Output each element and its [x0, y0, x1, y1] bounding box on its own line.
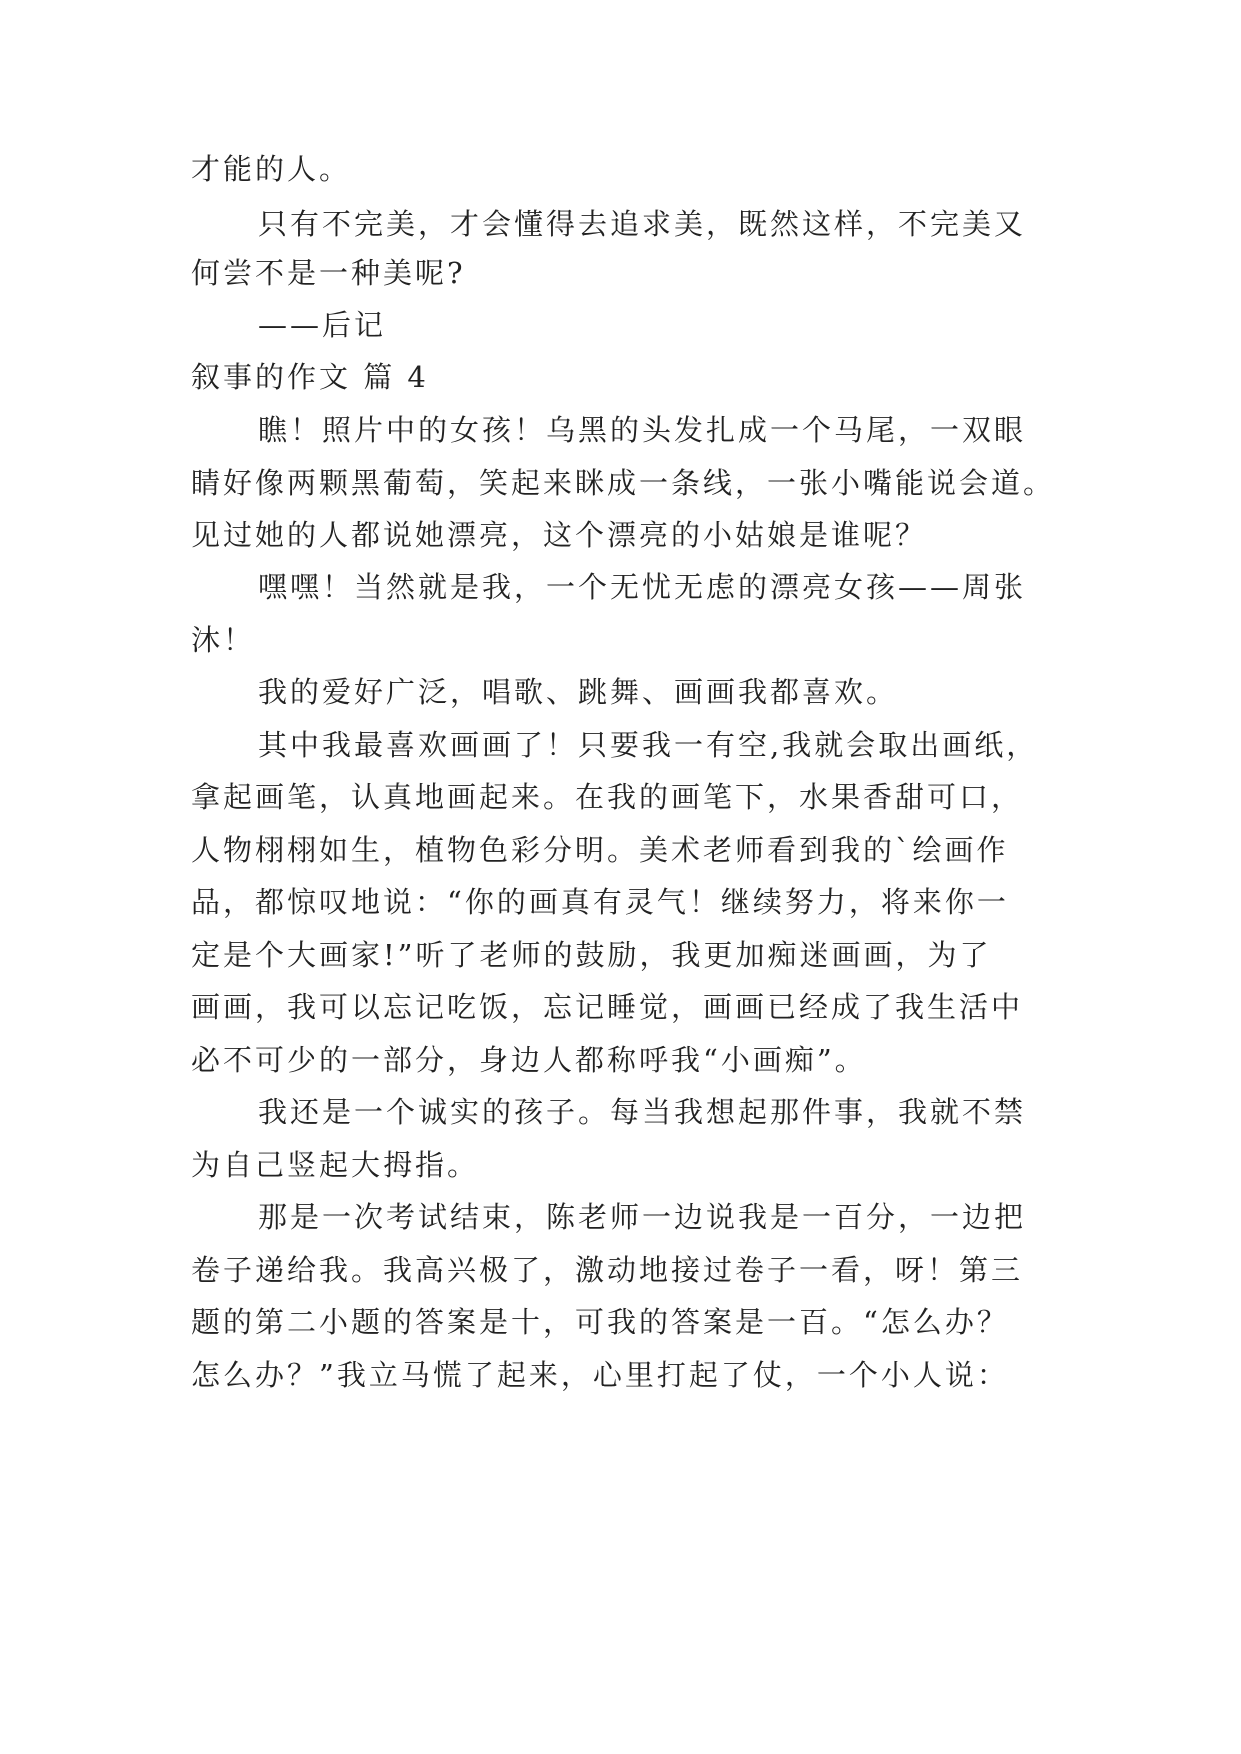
paragraph-line: 我的爱好广泛，唱歌、跳舞、画画我都喜欢。	[258, 675, 899, 709]
text-line: 人物栩栩如生，植物色彩分明。美术老师看到我的`绘画作	[191, 833, 1009, 867]
text-line: 画画，我可以忘记吃饭，忘记睡觉，画画已经成了我生活中	[191, 990, 1024, 1024]
paragraph-line: 其中我最喜欢画画了！只要我一有空,我就会取出画纸，	[258, 728, 1039, 762]
text-line: 睛好像两颗黑葡萄，笑起来眯成一条线，一张小嘴能说会道。	[191, 466, 1056, 500]
paragraph-line: 瞧！照片中的女孩！乌黑的头发扎成一个马尾，一双眼	[258, 413, 1027, 447]
text-line: 题的第二小题的答案是十，可我的答案是一百。“怎么办？	[191, 1305, 1009, 1339]
text-line: 为自己竖起大拇指。	[191, 1148, 480, 1182]
text-line: 定是个大画家!”听了老师的鼓励，我更加痴迷画画，为了	[191, 938, 992, 972]
text-line: 才能的人。	[191, 152, 352, 186]
section-heading: 叙事的作文 篇 4	[191, 360, 429, 394]
text-line: 怎么办？”我立马慌了起来，心里打起了仗，一个小人说：	[191, 1358, 1009, 1392]
paragraph-line: 只有不完美，才会懂得去追求美，既然这样，不完美又	[258, 207, 1027, 241]
paragraph-line: 那是一次考试结束，陈老师一边说我是一百分，一边把	[258, 1200, 1027, 1234]
paragraph-line: 我还是一个诚实的孩子。每当我想起那件事，我就不禁	[258, 1095, 1027, 1129]
text-line: 必不可少的一部分，身边人都称呼我“小画痴”。	[191, 1043, 867, 1077]
text-line: 何尝不是一种美呢?	[191, 256, 466, 290]
text-line: 沐！	[191, 623, 256, 657]
text-line: 卷子递给我。我高兴极了，激动地接过卷子一看，呀！第三	[191, 1253, 1024, 1287]
text-line: 品，都惊叹地说：“你的画真有灵气！继续努力，将来你一	[191, 885, 1009, 919]
signature-line: ——后记	[258, 308, 387, 342]
paragraph-line: 嘿嘿！当然就是我，一个无忧无虑的漂亮女孩——周张	[258, 570, 1027, 604]
text-line: 见过她的人都说她漂亮，这个漂亮的小姑娘是谁呢？	[191, 518, 928, 552]
text-line: 拿起画笔，认真地画起来。在我的画笔下，水果香甜可口，	[191, 780, 1024, 814]
